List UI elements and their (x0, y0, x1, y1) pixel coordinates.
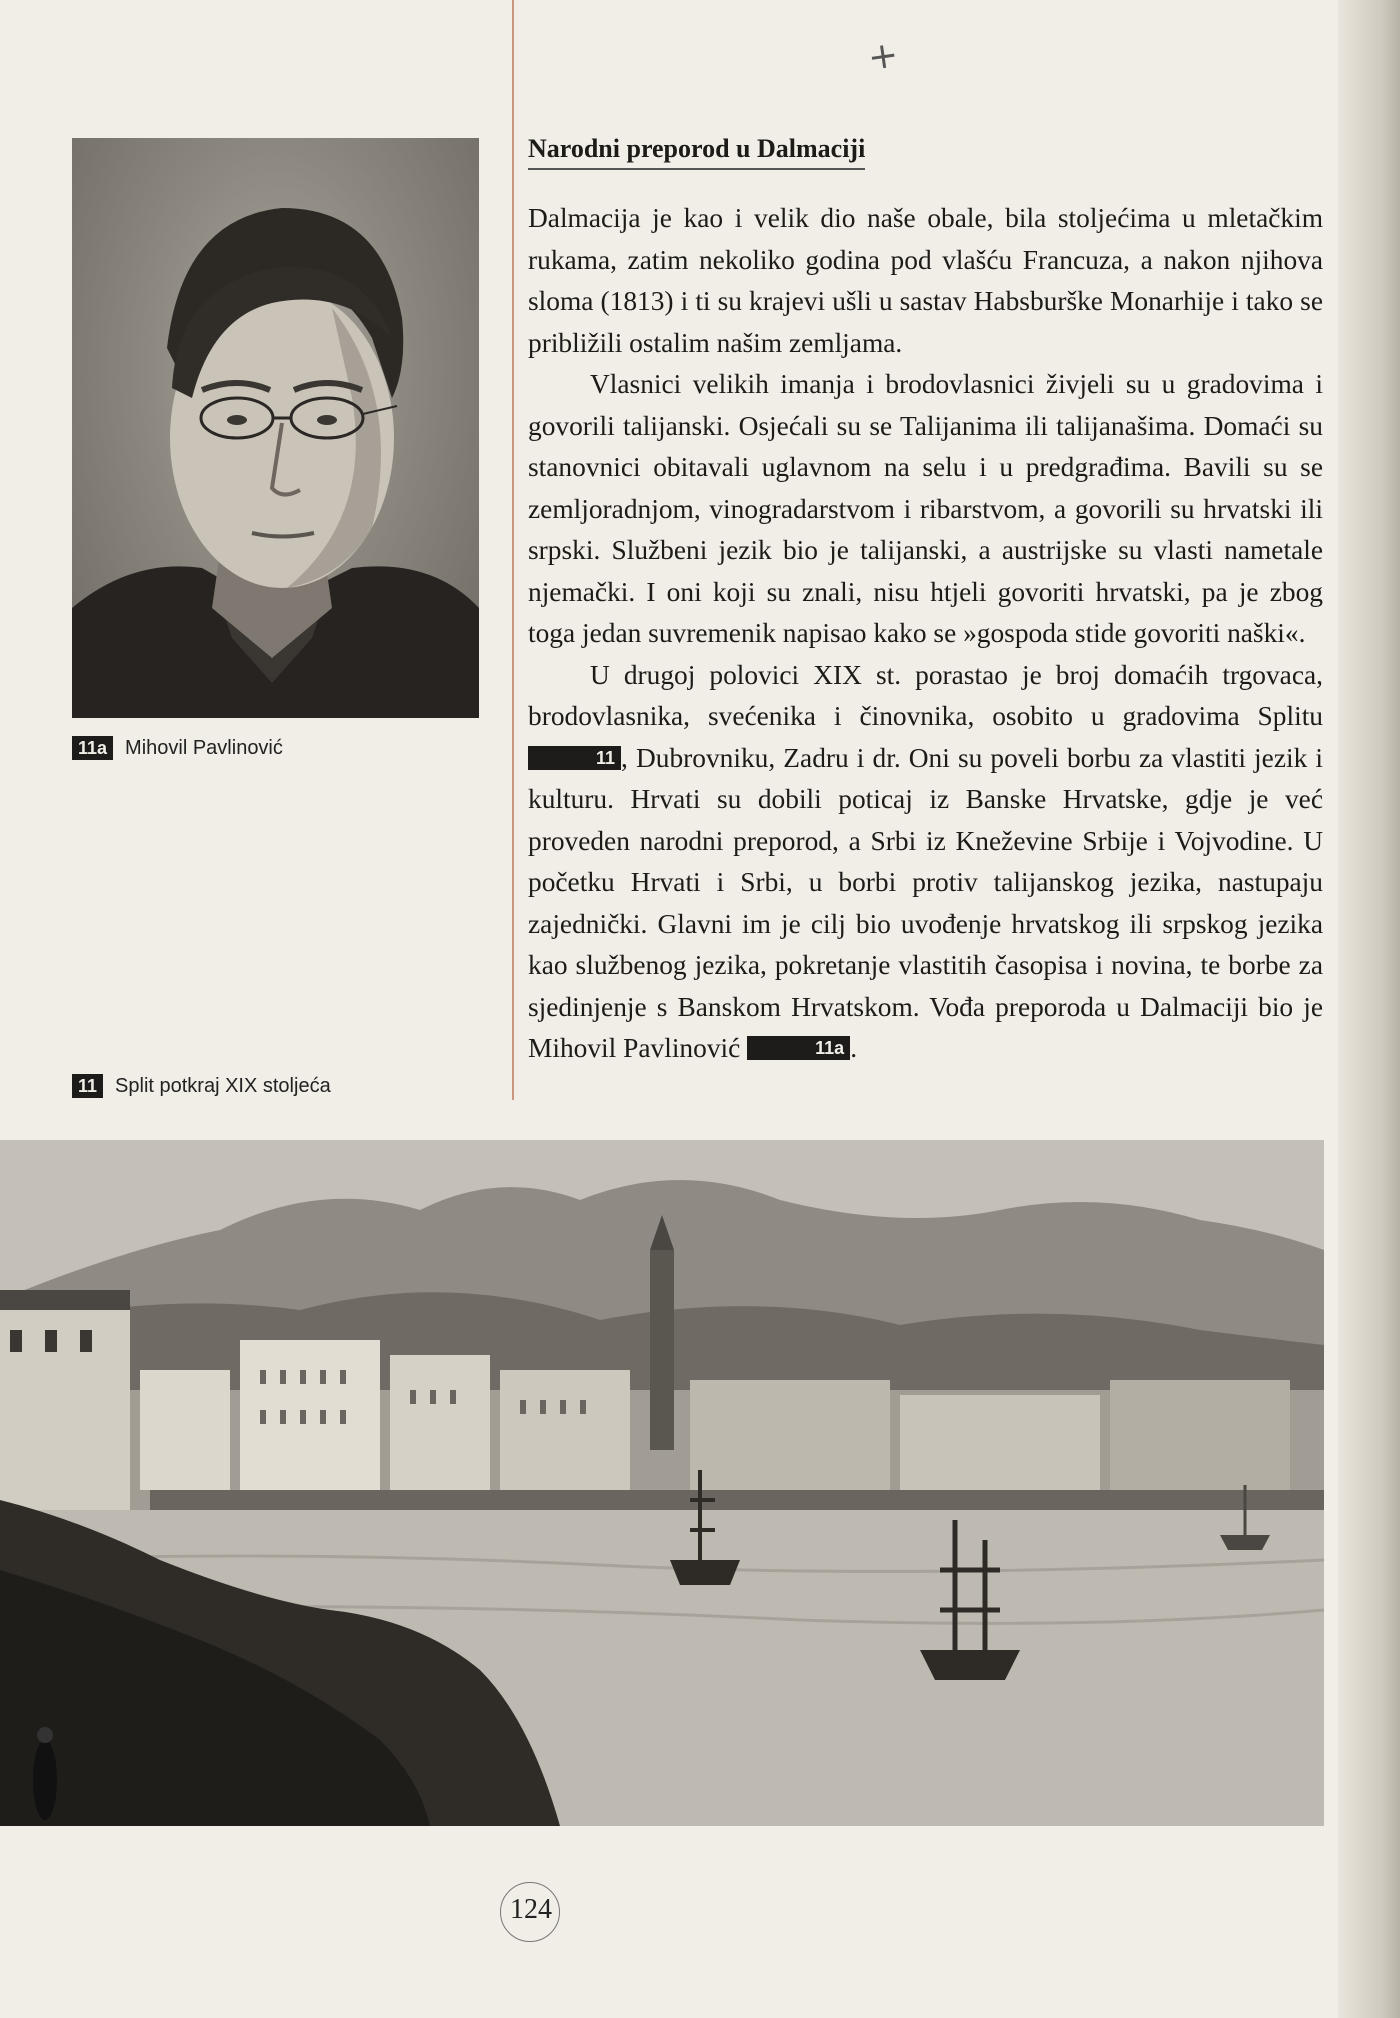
split-caption (72, 1074, 331, 1098)
paragraph-3-text-a: U drugoj polovici XIX st. porastao je broj domaćih trgovaca, brodovlasnika, svećenika i činovnika, osobito u gradovima Splitu (528, 659, 1323, 731)
page-number: 124 (510, 1894, 552, 1925)
caption-text: Split potkraj XIX stoljeća (115, 1074, 331, 1097)
caption-text: Mihovil Pavlinović (125, 736, 283, 759)
portrait-caption (72, 736, 283, 760)
figure-ref-11a: 11a (747, 1036, 850, 1060)
pencil-mark: + (865, 34, 901, 79)
section-title: Narodni preporod u Dalmaciji (528, 134, 865, 170)
paragraph-3 (528, 655, 1323, 1070)
paragraph-3-text-b: , Dubrovniku, Zadru i dr. Oni su poveli borbu za vlastiti jezik i kulturu. Hrvati su dobili poticaj iz Banske Hrvatske, gdje je već proveden narodni preporod, a Srbi iz Kneževine Srbije i Vojvodine. U početku Hrvati i Srbi, u borbi protiv talijanskog jezika, nastupaju zajednički. Glavni im je cilj bio uvođenje hrvatskog ili srpskog jezika kao službenog jezika, pokretanje vlastitih časopisa i novina, te borbe za sjedinjenje s Banskom Hrvatskom. Vođa preporoda u Dalmaciji bio je Mihovil Pavlinović (528, 742, 1323, 1063)
page-fold-shadow (1338, 0, 1400, 2018)
margin-line (512, 0, 514, 1100)
paragraph-1: Dalmacija je kao i velik dio naše obale, bila stoljećima u mletačkim rukama, zatim nekoliko godina pod vlašću Francuza, a nakon njihova sloma (1813) i ti su krajevi ušli u sastav Habsburške Monarhije i tako se približili ostalim našim zemljama. (528, 203, 1323, 358)
portrait-image (72, 138, 479, 718)
paragraph-3-text-c: . (850, 1033, 858, 1063)
split-engraving (0, 1140, 1324, 1826)
figure-badge: 11 (72, 1074, 103, 1098)
article (528, 134, 1323, 1070)
figure-badge: 11a (72, 736, 113, 760)
paragraph-2: Vlasnici velikih imanja i brodovlasnici živjeli su u gradovima i govorili talijanski. Osjećali su se Talijanima ili talijanašima. Domaći su stanovnici obitavali uglavnom na selu i u predgrađima. Bavili su se zemljoradnjom, vinogradarstvom i ribarstvom, a govorili su hrvatski ili srpski. Službeni jezik bio je talijanski, a austrijske su vlasti nametale njemački. I oni koji su znali, nisu htjeli govoriti hrvatski, pa je zbog toga jedan suvremenik napisao kako se »gospoda stide govoriti naški«. (528, 369, 1323, 648)
figure-ref-11: 11 (528, 746, 621, 770)
